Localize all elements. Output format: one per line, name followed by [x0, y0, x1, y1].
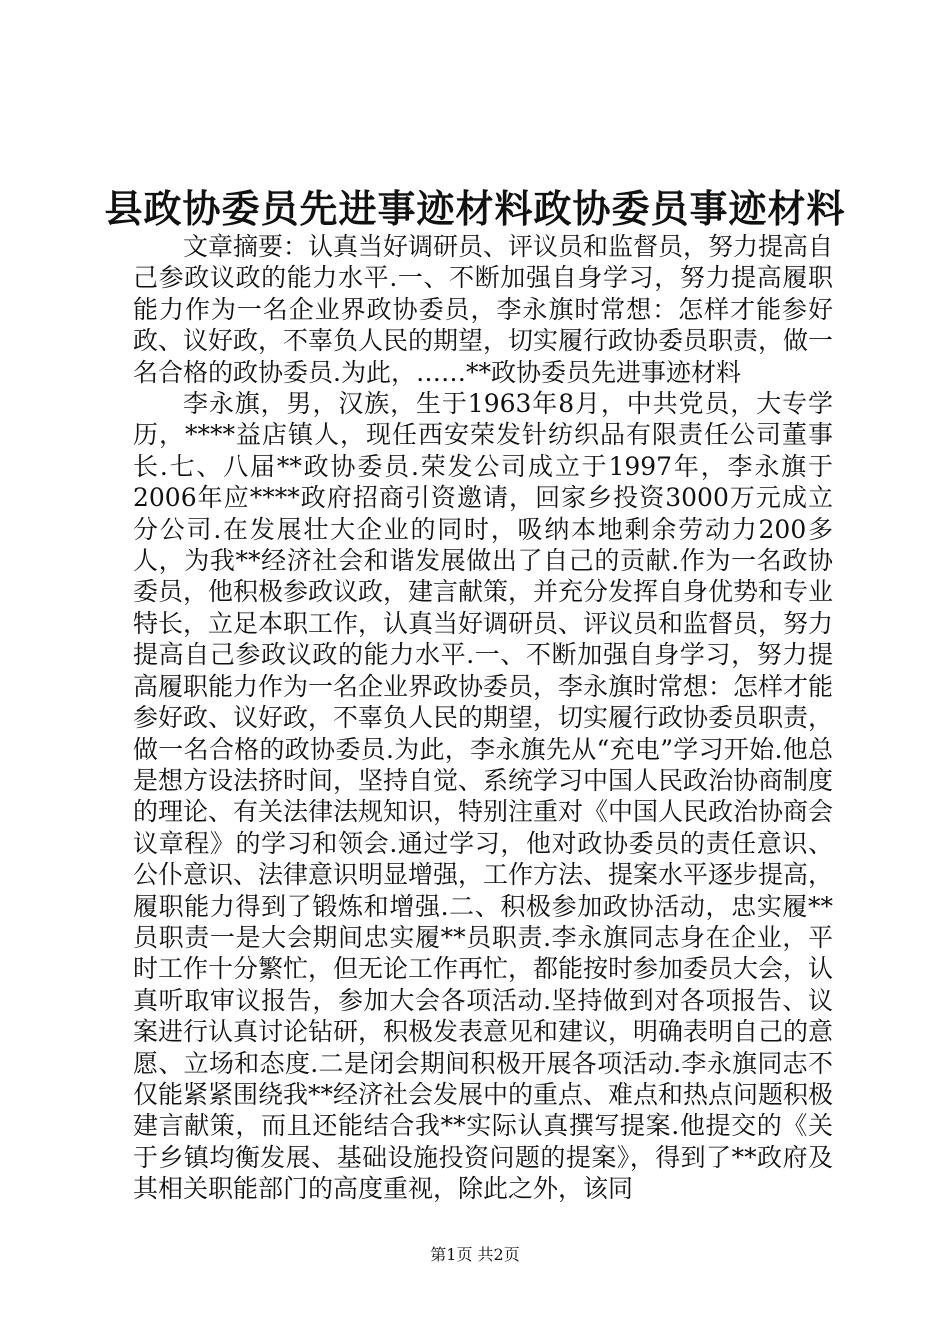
body-paragraph: 李永旗，男，汉族，生于1963年8月，中共党员，大专学历，****益店镇人，现任西安荣发针纺织品有限责任公司董事长.七、八届**政协委员.荣发公司成立于1997年，李永旗于2006年应****政府招商引资邀请，回家乡投资3000万元成立分公司.在发展壮大企业的同时，吸纳本地剩余劳动力200多人，为我**经济社会和谐发展做出了自己的贡献.作为一名政协委员，他积极参政议政，建言献策，并充分发挥自身优势和专业特长，立足本职工作，认真当好调研员、评议员和监督员，努力提高自己参政议政的能力水平.一、不断加强自身学习，努力提高履职能力作为一名企业界政协委员，李永旗时常想：怎样才能参好政、议好政，不辜负人民的期望，切实履行政协委员职责，做一名合格的政协委员.为此，李永旗先从“充电”学习开始.他总是想方设法挤时间，坚持自觉、系统学习中国人民政治协商制度的理论、有关法律法规知识，特别注重对《中国人民政治协商会议章程》的学习和领会.通过学习，他对政协委员的责任意识、公仆意识、法律意识明显增强，工作方法、提案水平逐步提高，履职能力得到了锻炼和增强.二、积极参加政协活动，忠实履**员职责一是大会期间忠实履**员职责.李永旗同志身在企业，平时工作十分繁忙，但无论工作再忙，都能按时参加委员大会，认真听取审议报告，参加大会各项活动.坚持做到对各项报告、议案进行认真讨论钻研，积极发表意见和建议，明确表明自己的意愿、立场和态度.二是闭会期间积极开展各项活动.李永旗同志不仅能紧紧围绕我**经济社会发展中的重点、难点和热点问题积极建言献策，而且还能结合我**实际认真撰写提案.他提交的《关于乡镇均衡发展、基础设施投资问题的提案》，得到了**政府及其相关职能部门的高度重视，除此之外，该同 [133, 389, 834, 1204]
page-indicator: 第1页 共2页 [430, 1245, 520, 1264]
abstract-paragraph: 文章摘要：认真当好调研员、评议员和监督员，努力提高自己参政议政的能力水平.一、不断加强自身学习，努力提高履职能力作为一名企业界政协委员，李永旗时常想：怎样才能参好政、议好政，不辜负人民的期望，切实履行政协委员职责，做一名合格的政协委员.为此，……**政协委员先进事迹材料 [133, 232, 834, 387]
document-body [133, 231, 833, 1205]
document-title: 县政协委员先进事迹材料政协委员事迹材料 [104, 187, 846, 231]
